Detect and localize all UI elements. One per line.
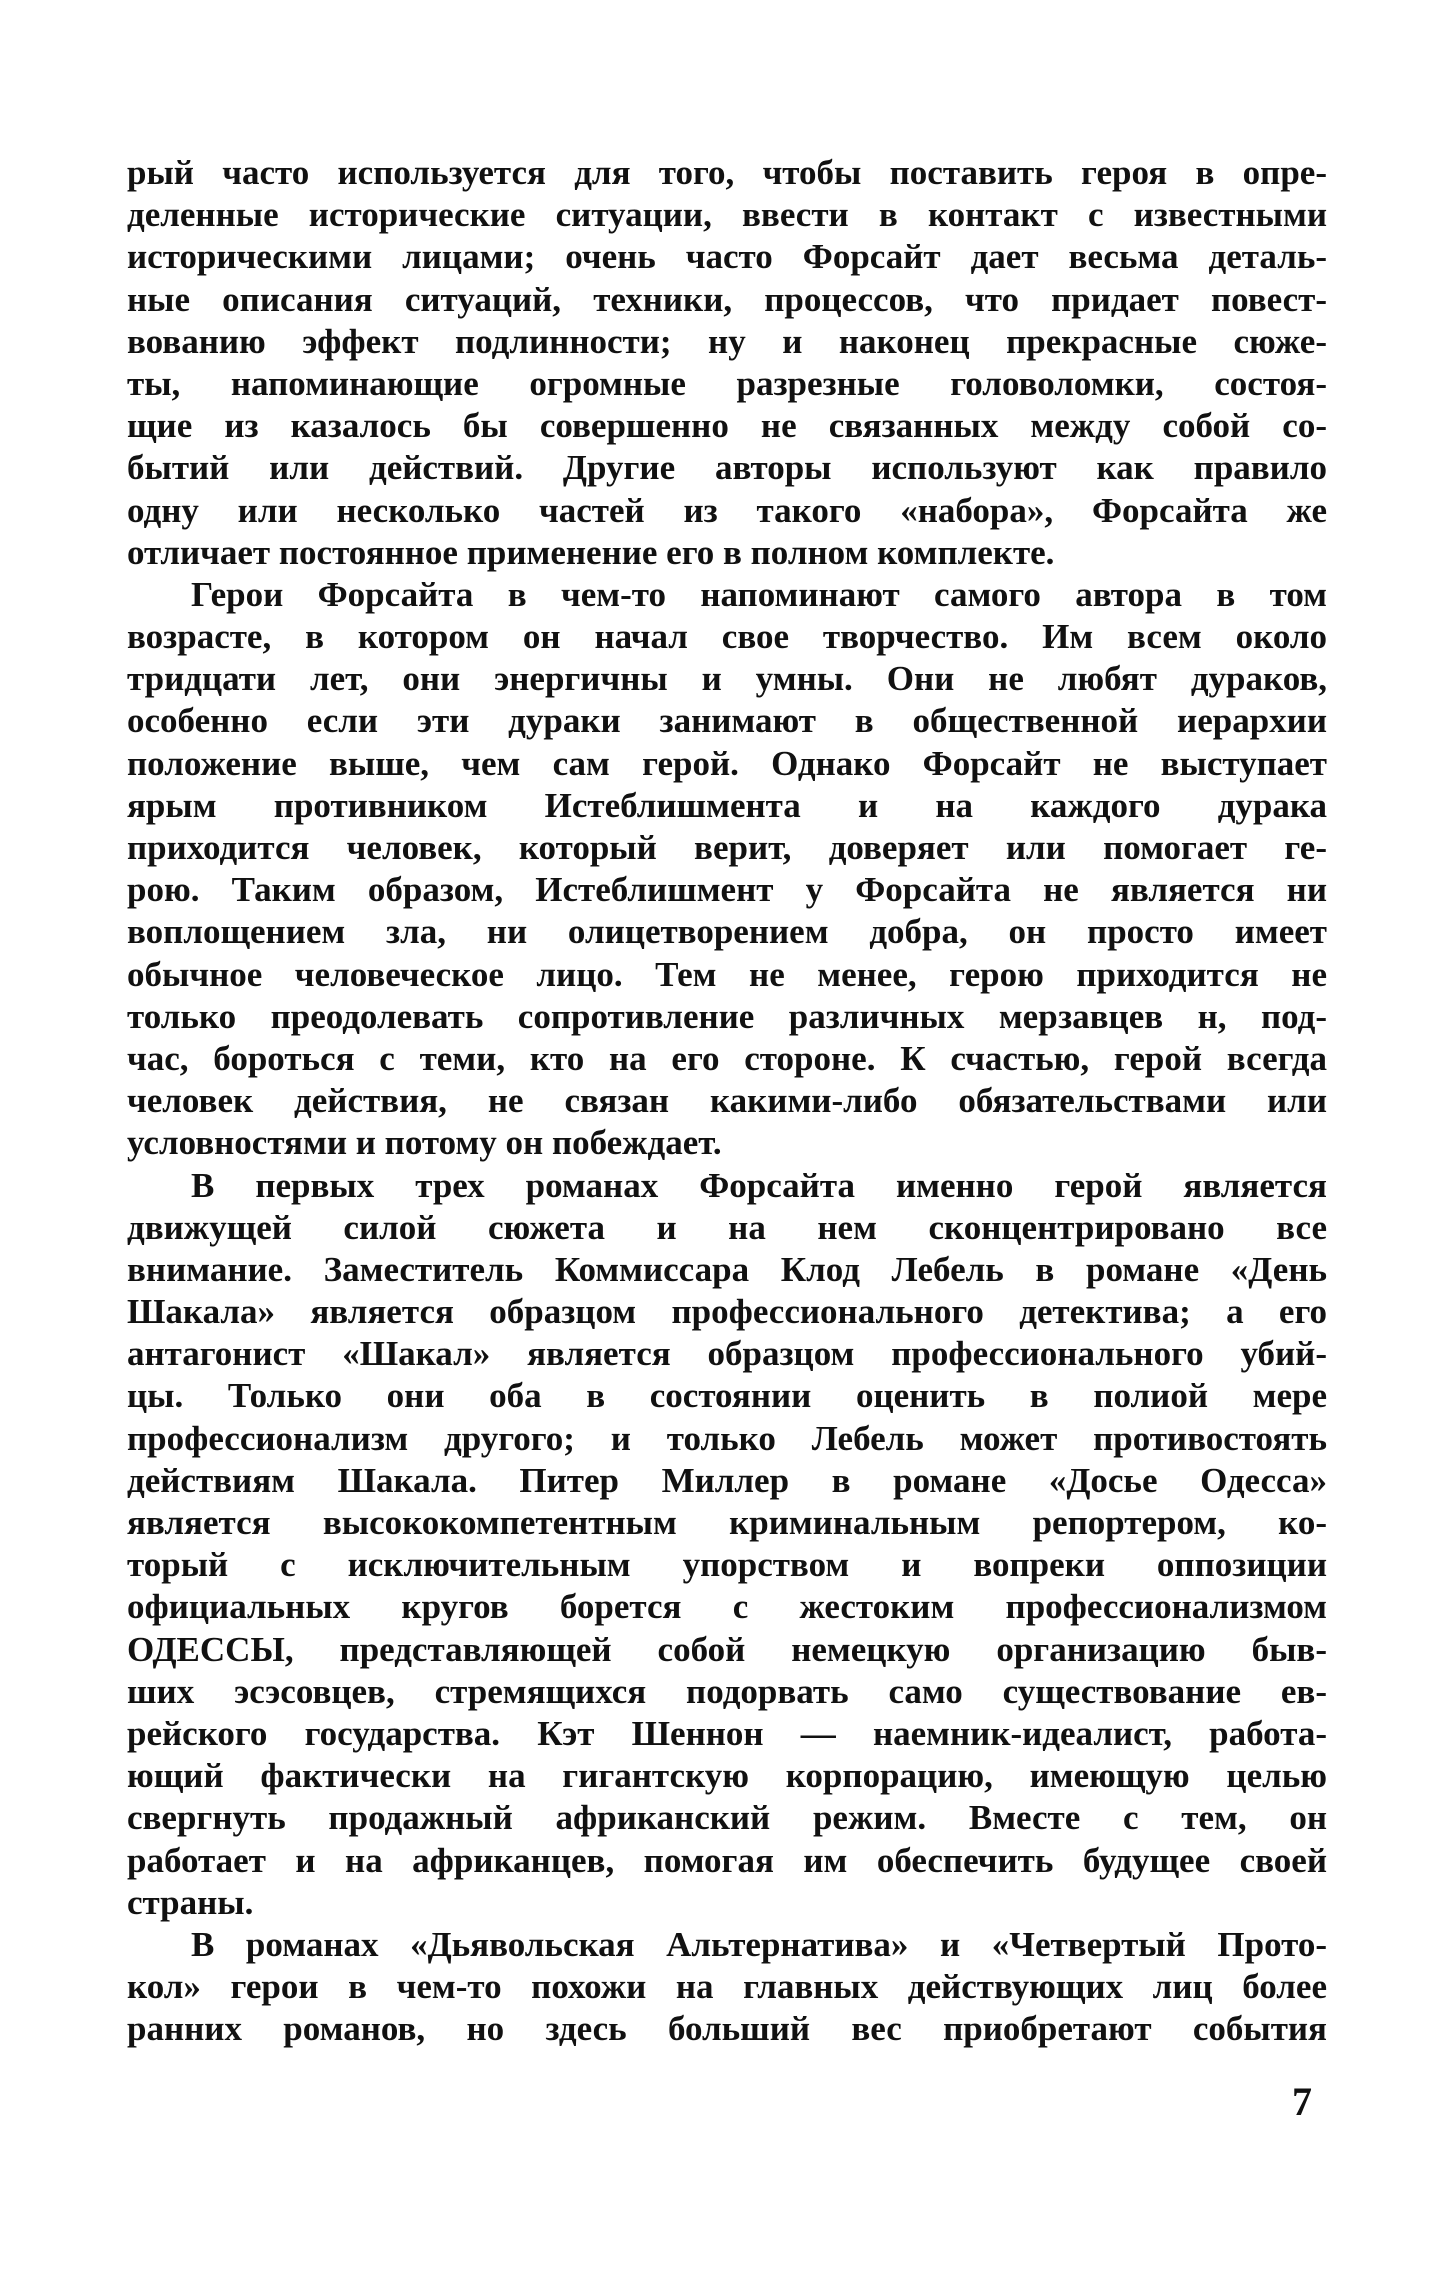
text-line: цы. Только они оба в состоянии оценить в полиой мере [127, 1376, 1327, 1416]
text-line: В первых трех романах Форсайта именно герой является [191, 1165, 1327, 1205]
text-line: ранних романов, но здесь больший вес приобретают события [127, 2009, 1327, 2049]
text-line: кол» герои в чем-то похожи на главных действующих лиц более [127, 1967, 1327, 2007]
text-line: историческими лицами; очень часто Форсайт дает весьма деталь- [127, 237, 1327, 277]
text-line: ОДЕССЫ, представляющей собой немецкую организацию быв- [127, 1629, 1327, 1669]
text-line: положение выше, чем сам герой. Однако Форсайт не выступает [127, 743, 1327, 783]
text-line: профессионализм другого; и только Лебель может противостоять [127, 1418, 1327, 1458]
text-line: вованию эффект подлинности; ну и наконец прекрасные сюже- [127, 321, 1327, 361]
text-line: ющий фактически на гигантскую корпорацию, имеющую целью [127, 1756, 1327, 1796]
text-line: только преодолевать сопротивление различных мерзавцев н, под- [127, 996, 1327, 1036]
text-line: возрасте, в котором он начал свое творчество. Им всем около [127, 617, 1327, 657]
paragraph [127, 1165, 1327, 1924]
text-line: воплощением зла, ни олицетворением добра, он просто имеет [127, 912, 1327, 952]
text-line: антагонист «Шакал» является образцом профессионального убий- [127, 1334, 1327, 1374]
text-line: рою. Таким образом, Истеблишмент у Форсайта не является ни [127, 870, 1327, 910]
text-line: внимание. Заместитель Коммиссара Клод Лебель в романе «День [127, 1249, 1327, 1289]
text-line: движущей силой сюжета и на нем сконцентрировано все [127, 1207, 1327, 1247]
text-line: приходится человек, который верит, доверяет или помогает ге- [127, 828, 1327, 867]
body-text [127, 152, 1327, 2050]
text-line: страны. [127, 1882, 254, 1922]
text-line: деленные исторические ситуации, ввести в контакт с известными [127, 195, 1327, 235]
text-line: В романах «Дьявольская Альтернатива» и «Четвертый Прото- [191, 1924, 1327, 1964]
text-line: Герои Форсайта в чем-то напоминают самого автора в том [191, 574, 1327, 614]
text-line: действиям Шакала. Питер Миллер в романе «Досье Одесса» [127, 1460, 1327, 1500]
text-line: является высококомпетентным криминальным репортером, ко- [127, 1503, 1327, 1542]
paragraph [127, 1924, 1327, 2051]
text-line: ты, напоминающие огромные разрезные головоломки, состоя- [127, 363, 1327, 403]
text-line: рейского государства. Кэт Шеннон — наемник-идеалист, работа- [127, 1713, 1327, 1753]
paragraph [127, 574, 1327, 1165]
text-line: условностями и потому он побеждает. [127, 1123, 722, 1163]
text-line: работает и на африканцев, помогая им обеспечить будущее своей [127, 1840, 1327, 1880]
text-line: ярым противником Истеблишмента и на каждого дурака [127, 785, 1327, 825]
text-line: одну или несколько частей из такого «набора», Форсайта же [127, 490, 1327, 530]
page-number: 7 [1292, 2079, 1312, 2124]
text-line: торый с исключительным упорством и вопреки оппозиции [127, 1545, 1327, 1585]
text-line: человек действия, не связан какими-либо обязательствами или [127, 1081, 1327, 1121]
text-line: бытий или действий. Другие авторы используют как правило [127, 448, 1327, 488]
paragraph [127, 152, 1327, 574]
text-line: час, бороться с теми, кто на его стороне. К счастью, герой всегда [127, 1038, 1327, 1078]
text-line: официальных кругов борется с жестоким профессионализмом [127, 1587, 1327, 1627]
text-line: особенно если эти дураки занимают в общественной иерархии [127, 701, 1327, 741]
text-line: ные описания ситуаций, техники, процессов, что придает повест- [127, 279, 1327, 319]
text-line: обычное человеческое лицо. Тем не менее, герою приходится не [127, 954, 1327, 994]
text-line: тридцати лет, они энергичны и умны. Они не любят дураков, [127, 659, 1327, 699]
text-line: рый часто используется для того, чтобы поставить героя в опре- [127, 153, 1327, 192]
text-line: Шакала» является образцом профессионального детектива; а его [127, 1292, 1327, 1332]
text-line: щие из казалось бы совершенно не связанных между собой со- [127, 406, 1327, 446]
text-line: свергнуть продажный африканский режим. Вместе с тем, он [127, 1798, 1327, 1838]
text-line: отличает постоянное применение его в полном комплекте. [127, 532, 1055, 572]
text-line: ших эсэсовцев, стремящихся подорвать само существование ев- [127, 1671, 1327, 1711]
